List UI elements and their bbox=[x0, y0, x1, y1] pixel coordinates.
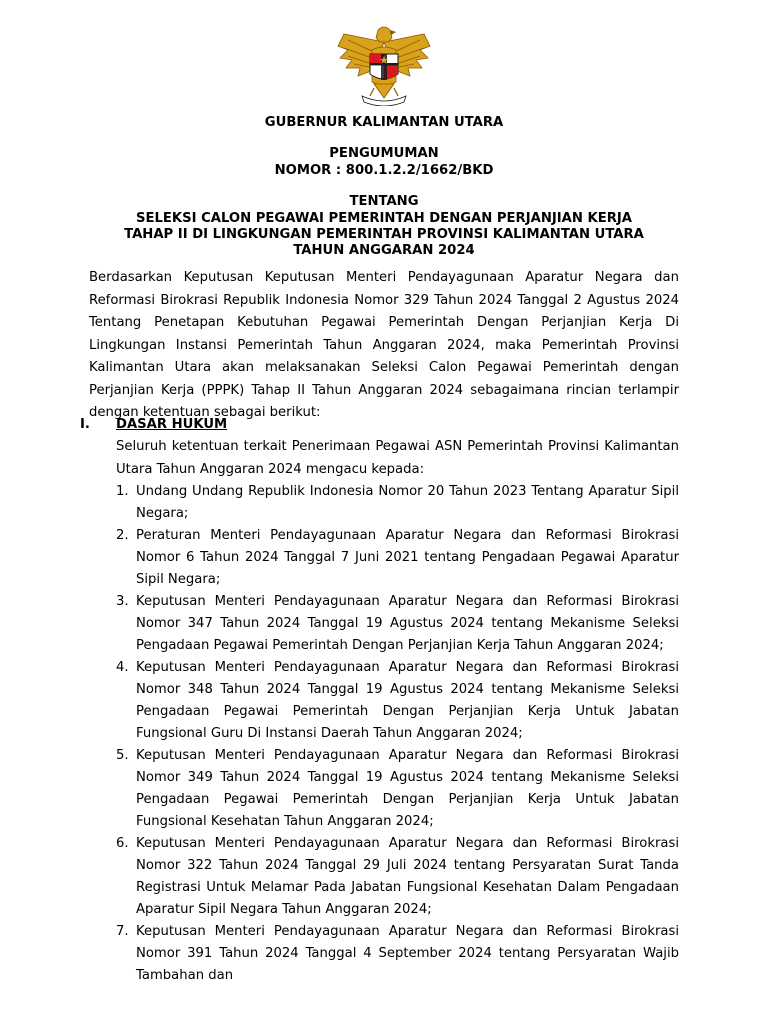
list-item bbox=[116, 921, 679, 987]
list-item-number: 5. bbox=[116, 748, 129, 763]
section-intro: Seluruh ketentuan terkait Penerimaan Pegawai ASN Pemerintah Provinsi Kalimantan Utara Tahun Anggaran 2024 mengacu kepada: bbox=[116, 439, 679, 477]
list-item bbox=[116, 481, 679, 525]
institution-name: GUBERNUR KALIMANTAN UTARA bbox=[264, 115, 504, 130]
list-item-number: 2. bbox=[116, 528, 129, 543]
list-item-text: Peraturan Menteri Pendayagunaan Aparatur Negara dan Reformasi Birokrasi Nomor 6 Tahun 2024 Tanggal 7 Juni 2021 tentang Pengadaan Pegawai Aparatur Sipil Negara; bbox=[136, 528, 679, 587]
list-item-number: 7. bbox=[116, 924, 129, 939]
title-line-2: TAHAP II DI LINGKUNGAN PEMERINTAH PROVINSI KALIMANTAN UTARA bbox=[124, 227, 644, 242]
list-item-text: Keputusan Menteri Pendayagunaan Aparatur Negara dan Reformasi Birokrasi Nomor 349 Tahun 2024 Tanggal 19 Agustus 2024 tentang Mekanisme Seleksi Pengadaan Pegawai Pemerintah Dengan Perjanjian Kerja Untuk Jabatan Fungsional Kesehatan Tahun Anggaran 2024; bbox=[136, 748, 679, 829]
list-item-text: Keputusan Menteri Pendayagunaan Aparatur Negara dan Reformasi Birokrasi Nomor 391 Tahun 2024 Tanggal 4 September 2024 tentang Persyaratan Wajib Tambahan dan bbox=[136, 924, 679, 983]
list-item-text: Keputusan Menteri Pendayagunaan Aparatur Negara dan Reformasi Birokrasi Nomor 348 Tahun 2024 Tanggal 19 Agustus 2024 tentang Mekanisme Seleksi Pengadaan Pegawai Pemerintah Dengan Perjanjian Kerja Untuk Jabatan Fungsional Guru Di Instansi Daerah Tahun Anggaran 2024; bbox=[136, 660, 679, 741]
list-item-number: 3. bbox=[116, 594, 129, 609]
list-item bbox=[116, 745, 679, 833]
list-item bbox=[116, 657, 679, 745]
title-line-1: SELEKSI CALON PEGAWAI PEMERINTAH DENGAN PERJANJIAN KERJA bbox=[135, 211, 633, 226]
document-number: NOMOR : 800.1.2.2/1662/BKD bbox=[274, 163, 494, 178]
list-item-number: 4. bbox=[116, 660, 129, 675]
section-number: I. bbox=[80, 417, 90, 432]
legal-basis-list bbox=[116, 481, 679, 987]
about-label: TENTANG bbox=[349, 194, 419, 209]
garuda-emblem-icon bbox=[334, 24, 434, 106]
title-line-3: TAHUN ANGGARAN 2024 bbox=[293, 243, 475, 258]
section-title: DASAR HUKUM bbox=[116, 417, 228, 432]
list-item-text: Undang Undang Republik Indonesia Nomor 20 Tahun 2023 Tentang Aparatur Sipil Negara; bbox=[136, 484, 679, 521]
list-item-text: Keputusan Menteri Pendayagunaan Aparatur Negara dan Reformasi Birokrasi Nomor 347 Tahun 2024 Tanggal 19 Agustus 2024 tentang Mekanisme Seleksi Pengadaan Pegawai Pemerintah Dengan Perjanjian Kerja Tahun Anggaran 2024; bbox=[136, 594, 679, 653]
document-type: PENGUMUMAN bbox=[329, 146, 439, 161]
list-item bbox=[116, 525, 679, 591]
list-item-number: 1. bbox=[116, 484, 129, 499]
list-item bbox=[116, 591, 679, 657]
intro-paragraph: Berdasarkan Keputusan Keputusan Menteri Pendayagunaan Aparatur Negara dan Reformasi Birokrasi Republik Indonesia Nomor 329 Tahun 2024 Tanggal 2 Agustus 2024 Tentang Penetapan Kebutuhan Pegawai Pemerintah Dengan Perjanjian Kerja Di Lingkungan Instansi Pemerintah Tahun Anggaran 2024, maka Pemerintah Provinsi Kalimantan Utara akan melaksanakan Seleksi Calon Pegawai Pemerintah dengan Perjanjian Kerja (PPPK) Tahap II Tahun Anggaran 2024 sebagaimana rincian terlampir dengan ketentuan sebagai berikut: bbox=[89, 270, 679, 420]
list-item-number: 6. bbox=[116, 836, 129, 851]
list-item bbox=[116, 833, 679, 921]
list-item-text: Keputusan Menteri Pendayagunaan Aparatur Negara dan Reformasi Birokrasi Nomor 322 Tahun 2024 Tanggal 29 Juli 2024 tentang Persyaratan Surat Tanda Registrasi Untuk Melamar Pada Jabatan Fungsional Kesehatan Dalam Pengadaan Aparatur Sipil Negara Tahun Anggaran 2024; bbox=[136, 836, 679, 917]
